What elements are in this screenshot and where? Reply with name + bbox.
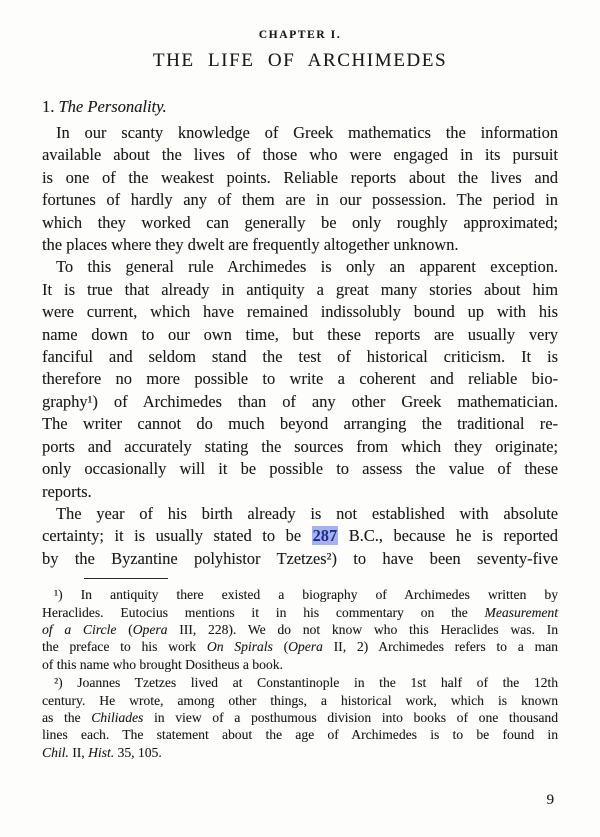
italic-text: of a Circle (42, 621, 117, 637)
text-line (42, 656, 558, 673)
text-segment: the preface to his work (42, 639, 207, 655)
text-segment: graphy¹) of Archimedes than of any other Greek mathematician. (42, 391, 558, 411)
text-segment: century. He wrote, among other things, a historical work, which is known (42, 692, 558, 708)
text-segment: ²) Joannes Tzetzes lived at Constantinople in the 1st half of the 12th (54, 675, 558, 691)
text-segment: Heraclides. Eutocius mentions it in his commentary on the (42, 604, 485, 620)
italic-text: Opera (132, 621, 168, 637)
text-line (42, 122, 558, 144)
text-segment: the places where they dwelt are frequently altogether unknown. (42, 235, 459, 255)
text-line (42, 413, 558, 435)
text-line (42, 234, 558, 256)
text-segment: as the (42, 709, 92, 725)
text-segment: lines each. The statement about the age of Archimedes is to be found in (42, 727, 558, 743)
text-segment: ¹) In antiquity there existed a biography of Archimedes written by (54, 587, 558, 603)
text-segment: reports. (42, 481, 92, 501)
italic-text: On Spirals (206, 639, 273, 655)
body-text (42, 122, 558, 570)
text-line (42, 638, 558, 655)
text-line (42, 674, 558, 691)
text-line (42, 586, 558, 603)
text-line (42, 144, 558, 166)
text-column (42, 122, 558, 761)
text-segment: B.C., because he is reported (338, 526, 558, 546)
section-heading (42, 97, 600, 117)
italic-text: Opera (288, 639, 323, 655)
text-segment: It is true that already in antiquity a great many stories about him (42, 279, 558, 299)
text-segment: is one of the weakest points. Reliable reports about the lives and (42, 167, 558, 187)
text-line (42, 726, 558, 743)
text-line (42, 621, 558, 638)
footnote-1 (42, 586, 558, 673)
text-line (42, 692, 558, 709)
text-line (42, 256, 558, 278)
text-segment: only occasionally will it be possible to assess the value of these (42, 459, 558, 479)
text-line (42, 525, 558, 547)
text-segment: which they worked can generally be only roughly approximated; (42, 212, 558, 232)
text-line (42, 368, 558, 390)
text-segment: of this name who brought Dositheus a book. (42, 656, 283, 672)
text-segment: The year of his birth already is not established with absolute (56, 503, 558, 523)
text-segment: 35, 105. (114, 744, 162, 760)
text-segment: by the Byzantine polyhistor Tzetzes²) to have been seventy-five (42, 548, 558, 568)
text-line (42, 436, 558, 458)
section-number: 1. (42, 97, 55, 116)
chapter-heading: CHAPTER I. (258, 29, 342, 41)
italic-text: Hist. (88, 744, 115, 760)
text-line (42, 324, 558, 346)
text-line (42, 709, 558, 726)
text-segment: fanciful and seldom stand the test of historical criticism. It is (42, 347, 558, 367)
text-segment: fortunes of hardly any of them are in our possession. The period in (42, 190, 558, 210)
paragraph-1 (42, 122, 558, 256)
page-title: THE LIFE OF ARCHIMEDES (152, 50, 448, 71)
text-segment: ( (116, 621, 133, 637)
italic-text: Chil. (42, 744, 69, 760)
page-number: 9 (546, 792, 554, 808)
text-segment: ports and accurately stating the sources from which they originate; (42, 436, 558, 456)
paragraph-2 (42, 256, 558, 502)
text-line (42, 279, 558, 301)
text-line (42, 346, 558, 368)
text-segment: II, 2) Archimedes refers to a man (322, 639, 558, 655)
text-line (42, 167, 558, 189)
text-segment: certainty; it is usually stated to be (42, 526, 312, 546)
section-title: The Personality. (58, 97, 167, 116)
text-line (42, 604, 558, 621)
italic-text: Measurement (484, 604, 558, 620)
text-segment: available about the lives of those who were engaged in its pursuit (42, 145, 558, 165)
text-line (42, 503, 558, 525)
text-line (42, 301, 558, 323)
footnote-separator (84, 578, 168, 579)
text-segment: In our scanty knowledge of Greek mathematics the information (56, 123, 558, 142)
text-line (42, 212, 558, 234)
text-segment: name down to our own time, but these reports are usually very (42, 324, 558, 344)
text-line (42, 391, 558, 413)
footnote-2 (42, 674, 558, 761)
paragraph-3 (42, 503, 558, 570)
text-segment: were current, which have remained indissolubly bound up with his (42, 302, 558, 322)
text-line (42, 481, 558, 503)
text-segment: therefore no more possible to write a coherent and reliable bio- (42, 369, 558, 389)
text-segment: II, (68, 744, 89, 760)
highlighted-text: 287 (312, 526, 338, 546)
text-segment: The writer cannot do much beyond arranging the traditional re- (42, 414, 558, 434)
italic-text: Chiliades (91, 709, 144, 725)
text-line (42, 744, 558, 761)
text-segment: ( (272, 639, 289, 655)
text-segment: To this general rule Archimedes is only an apparent exception. (56, 257, 558, 277)
text-line (42, 458, 558, 480)
text-segment: III, 228). We do not know who this Heraclides was. In (167, 621, 558, 637)
text-line (42, 189, 558, 211)
text-line (42, 548, 558, 570)
text-segment: in view of a posthumous division into books of one thousand (143, 709, 559, 725)
footnotes (42, 586, 558, 761)
